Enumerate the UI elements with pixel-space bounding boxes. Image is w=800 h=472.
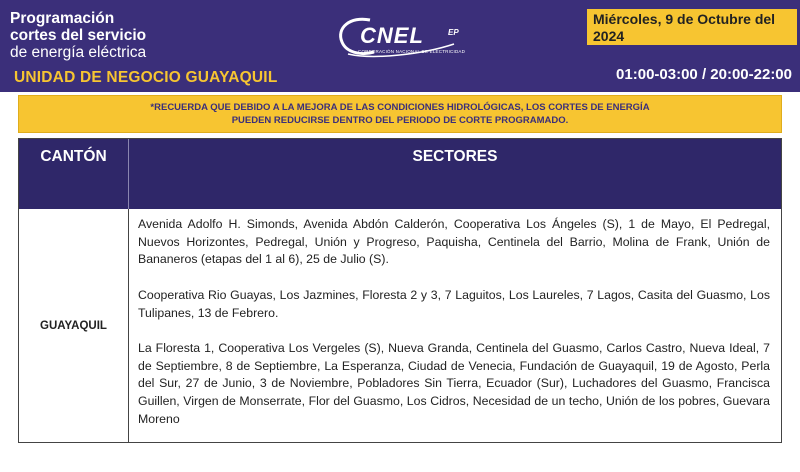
title-line-2: cortes del servicio <box>10 27 147 44</box>
sector-group-3: La Floresta 1, Cooperativa Los Vergeles (S), Nueva Granda, Centinela del Guasmo, Carlos Castro, Nueva Ideal, 7 de Septiembre, 8 de Septiembre, La Esperanza, Ciudad de Venecia, Fundación de Guayaquil, 19 de Agosto, Perla del Sur, 27 de Junio, 3 de Noviembre, Pobladores Sin Tierra, Ecuador (Sur), Luchadores del Guasmo, Francisca Guillen, Virgen de Monserrate, Flor del Guasmo, Los Cidros, Necesidad de un techo, Unión de los pobres, Guevara Moreno <box>138 340 770 426</box>
sectores-cell <box>129 209 781 442</box>
notice-line-2: PUEDEN REDUCIRSE DENTRO DEL PERIODO DE CORTE PROGRAMADO. <box>231 115 569 126</box>
logo-name: CNEL <box>360 23 424 48</box>
header-banner <box>0 0 800 92</box>
canton-name: GUAYAQUIL <box>40 319 107 332</box>
notice-line-1: *RECUERDA QUE DEBIDO A LA MEJORA DE LAS CONDICIONES HIDROLÓGICAS, LOS CORTES DE ENERGÍA <box>150 102 650 113</box>
header-canton: CANTÓN <box>19 139 129 209</box>
cnel-logo <box>334 14 494 62</box>
header-sectores: SECTORES <box>412 148 498 165</box>
time-range: 01:00-03:00 / 20:00-22:00 <box>616 66 792 83</box>
canton-cell <box>19 209 129 442</box>
notice-banner <box>18 95 782 133</box>
logo-subtitle: CORPORACIÓN NACIONAL DE ELECTRICIDAD <box>358 49 466 54</box>
date-badge: Miércoles, 9 de Octubre del 2024 <box>587 9 797 45</box>
logo-suffix: EP <box>448 28 459 37</box>
business-unit-label: UNIDAD DE NEGOCIO GUAYAQUIL <box>14 69 278 86</box>
title-line-3: de energía eléctrica <box>10 44 147 61</box>
table-header-row <box>19 139 781 209</box>
page-title <box>10 10 146 61</box>
sector-group-2: Cooperativa Rio Guayas, Los Jazmines, Floresta 2 y 3, 7 Laguitos, Los Laureles, 7 Lagos, Casita del Guasmo, Los Tulipanes, 13 de Febrero. <box>138 287 770 320</box>
outage-table <box>18 138 782 443</box>
sector-group-1: Avenida Adolfo H. Simonds, Avenida Abdón Calderón, Cooperativa Los Ángeles (S), 1 de Mayo, El Pedregal, Nuevos Horizontes, Pedregal, Unión y Progreso, Paquisha, Centinela del Barrio, Molina de Frank, Unión de Bananeros (etapas del 1 al 6), 25 de Julio (S). <box>138 217 770 267</box>
title-line-1: Programación <box>10 10 115 27</box>
